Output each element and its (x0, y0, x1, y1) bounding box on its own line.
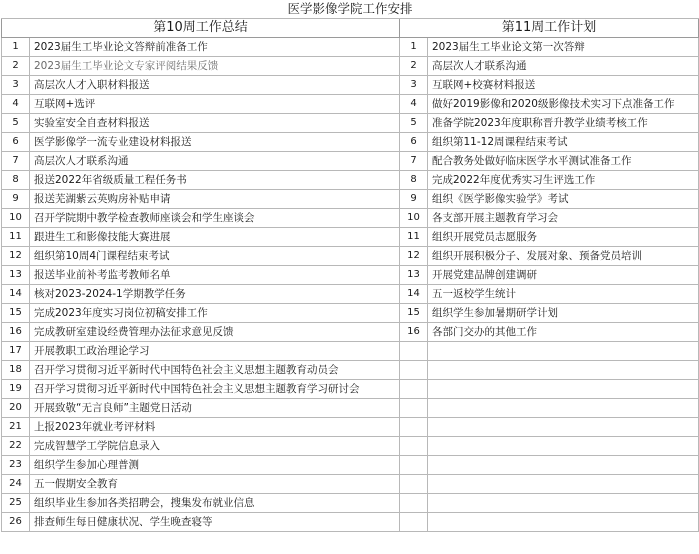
week10-item-text[interactable]: 组织第10周4门课程结束考试 (30, 247, 400, 266)
week11-item-number[interactable]: 14 (400, 285, 428, 304)
schedule-table (1, 0, 699, 532)
week10-item-number[interactable]: 18 (2, 361, 30, 380)
week10-item-text[interactable]: 完成教研室建设经费管理办法征求意见反馈 (30, 323, 400, 342)
week11-item-number[interactable]: 7 (400, 152, 428, 171)
table-row (2, 152, 699, 171)
week11-item-number[interactable]: 10 (400, 209, 428, 228)
week11-item-number[interactable]: 9 (400, 190, 428, 209)
table-row (2, 95, 699, 114)
week11-item-number[interactable] (400, 380, 428, 399)
week11-item-text[interactable]: 组织第11-12周课程结束考试 (428, 133, 699, 152)
week11-item-text[interactable] (428, 494, 699, 513)
header-row (2, 19, 699, 38)
week11-item-text[interactable] (428, 456, 699, 475)
table-row (2, 38, 699, 57)
week10-item-text[interactable]: 上报2023年就业考评材料 (30, 418, 400, 437)
table-row (2, 342, 699, 361)
table-row (2, 513, 699, 532)
week11-item-text[interactable] (428, 418, 699, 437)
week10-item-text[interactable]: 完成智慧学工学院信息录入 (30, 437, 400, 456)
week10-item-text[interactable]: 2023届生工毕业论文专家评阅结果反馈 (30, 57, 400, 76)
week10-item-number[interactable]: 7 (2, 152, 30, 171)
week10-item-number[interactable]: 24 (2, 475, 30, 494)
week11-header[interactable]: 第11周工作计划 (400, 19, 699, 38)
week11-item-text[interactable] (428, 342, 699, 361)
week11-item-text[interactable]: 完成2022年度优秀实习生评选工作 (428, 171, 699, 190)
week10-item-number[interactable]: 12 (2, 247, 30, 266)
week10-item-text[interactable]: 开展致敬“无言良师”主题党日活动 (30, 399, 400, 418)
week11-item-text[interactable] (428, 437, 699, 456)
week10-item-number[interactable]: 19 (2, 380, 30, 399)
week11-item-text[interactable]: 高层次人才联系沟通 (428, 57, 699, 76)
week11-item-text[interactable]: 配合教务处做好临床医学水平测试准备工作 (428, 152, 699, 171)
week10-item-number[interactable]: 5 (2, 114, 30, 133)
week11-item-text[interactable]: 各部门交办的其他工作 (428, 323, 699, 342)
week10-item-text[interactable]: 实验室安全自查材料报送 (30, 114, 400, 133)
week10-item-number[interactable]: 22 (2, 437, 30, 456)
week11-item-text[interactable]: 组织开展积极分子、发展对象、预备党员培训 (428, 247, 699, 266)
week11-item-text[interactable]: 2023届生工毕业论文第一次答辩 (428, 38, 699, 57)
week11-item-text[interactable] (428, 513, 699, 532)
table-row (2, 266, 699, 285)
week11-item-text[interactable]: 组织《医学影像实验学》考试 (428, 190, 699, 209)
week10-item-number[interactable]: 25 (2, 494, 30, 513)
week10-item-number[interactable]: 20 (2, 399, 30, 418)
week11-item-number[interactable]: 16 (400, 323, 428, 342)
week10-item-text[interactable]: 组织毕业生参加各类招聘会，搜集发布就业信息 (30, 494, 400, 513)
week11-item-text[interactable] (428, 380, 699, 399)
week10-item-number[interactable]: 26 (2, 513, 30, 532)
week10-item-number[interactable]: 15 (2, 304, 30, 323)
week11-item-number[interactable] (400, 456, 428, 475)
week10-item-text[interactable]: 报送芜湖紫云英购房补贴申请 (30, 190, 400, 209)
week11-item-text[interactable]: 组织开展党员志愿服务 (428, 228, 699, 247)
week10-item-text[interactable]: 报送毕业前补考监考教师名单 (30, 266, 400, 285)
week10-item-text[interactable]: 2023届生工毕业论文答辩前准备工作 (30, 38, 400, 57)
sheet-title: 医学影像学院工作安排 (2, 0, 699, 19)
week10-item-text[interactable]: 召开学习贯彻习近平新时代中国特色社会主义思想主题教育动员会 (30, 361, 400, 380)
table-row (2, 323, 699, 342)
week10-item-text[interactable]: 跟进生工和影像技能大赛进展 (30, 228, 400, 247)
week11-item-number[interactable]: 6 (400, 133, 428, 152)
week10-item-number[interactable]: 13 (2, 266, 30, 285)
week11-item-number[interactable] (400, 399, 428, 418)
week11-item-number[interactable]: 5 (400, 114, 428, 133)
week10-item-number[interactable]: 9 (2, 190, 30, 209)
week11-item-number[interactable]: 4 (400, 95, 428, 114)
week10-item-text[interactable]: 高层次人才入职材料报送 (30, 76, 400, 95)
table-row (2, 133, 699, 152)
week10-item-text[interactable]: 医学影像学一流专业建设材料报送 (30, 133, 400, 152)
week10-item-text[interactable]: 召开学习贯彻习近平新时代中国特色社会主义思想主题教育学习研讨会 (30, 380, 400, 399)
table-row (2, 228, 699, 247)
table-row (2, 418, 699, 437)
table-row (2, 304, 699, 323)
week11-item-number[interactable] (400, 342, 428, 361)
week11-item-text[interactable]: 组织学生参加暑期研学计划 (428, 304, 699, 323)
week11-item-number[interactable] (400, 494, 428, 513)
week11-item-number[interactable]: 1 (400, 38, 428, 57)
table-row (2, 456, 699, 475)
table-row (2, 285, 699, 304)
week11-item-text[interactable]: 开展党建品牌创建调研 (428, 266, 699, 285)
week10-item-number[interactable]: 3 (2, 76, 30, 95)
table-row (2, 76, 699, 95)
table-row (2, 475, 699, 494)
week10-item-number[interactable]: 4 (2, 95, 30, 114)
week11-item-number[interactable]: 11 (400, 228, 428, 247)
week10-item-number[interactable]: 23 (2, 456, 30, 475)
week10-item-text[interactable]: 互联网+选评 (30, 95, 400, 114)
week10-item-number[interactable]: 2 (2, 57, 30, 76)
table-row (2, 114, 699, 133)
week11-item-number[interactable]: 2 (400, 57, 428, 76)
week10-item-number[interactable]: 6 (2, 133, 30, 152)
week10-item-text[interactable]: 报送2022年省级质量工程任务书 (30, 171, 400, 190)
table-row (2, 494, 699, 513)
week11-item-number[interactable]: 3 (400, 76, 428, 95)
title-row (2, 0, 699, 19)
week11-item-number[interactable] (400, 437, 428, 456)
week10-item-number[interactable]: 17 (2, 342, 30, 361)
week10-item-number[interactable]: 10 (2, 209, 30, 228)
week11-item-number[interactable]: 8 (400, 171, 428, 190)
week11-item-text[interactable] (428, 361, 699, 380)
table-row (2, 171, 699, 190)
week11-item-text[interactable] (428, 399, 699, 418)
week11-item-text[interactable]: 做好2019影像和2020级影像技术实习下点准备工作 (428, 95, 699, 114)
week11-item-text[interactable]: 准备学院2023年度职称晋升教学业绩考核工作 (428, 114, 699, 133)
table-row (2, 361, 699, 380)
table-row (2, 247, 699, 266)
week10-item-number[interactable]: 21 (2, 418, 30, 437)
week11-item-text[interactable] (428, 475, 699, 494)
week10-item-text[interactable]: 五一假期安全教育 (30, 475, 400, 494)
week10-item-text[interactable]: 高层次人才联系沟通 (30, 152, 400, 171)
table-row (2, 399, 699, 418)
week11-item-text[interactable]: 各支部开展主题教育学习会 (428, 209, 699, 228)
week11-item-number[interactable] (400, 513, 428, 532)
week11-item-text[interactable]: 五一返校学生统计 (428, 285, 699, 304)
week10-item-text[interactable]: 完成2023年度实习岗位初稿安排工作 (30, 304, 400, 323)
week10-item-number[interactable]: 14 (2, 285, 30, 304)
week11-item-number[interactable] (400, 475, 428, 494)
week10-item-text[interactable]: 核对2023-2024-1学期教学任务 (30, 285, 400, 304)
week11-item-number[interactable] (400, 418, 428, 437)
week10-item-text[interactable]: 开展教职工政治理论学习 (30, 342, 400, 361)
table-row (2, 190, 699, 209)
week10-item-number[interactable]: 16 (2, 323, 30, 342)
week11-item-number[interactable]: 13 (400, 266, 428, 285)
week11-item-number[interactable]: 12 (400, 247, 428, 266)
week10-item-number[interactable]: 8 (2, 171, 30, 190)
week11-item-number[interactable]: 15 (400, 304, 428, 323)
week10-item-number[interactable]: 11 (2, 228, 30, 247)
week11-item-number[interactable] (400, 361, 428, 380)
table-row (2, 380, 699, 399)
week10-item-text[interactable]: 组织学生参加心理普测 (30, 456, 400, 475)
week11-item-text[interactable]: 互联网+校赛材料报送 (428, 76, 699, 95)
week10-item-text[interactable]: 召开学院期中教学检查教师座谈会和学生座谈会 (30, 209, 400, 228)
table-row (2, 209, 699, 228)
week10-item-text[interactable]: 排查师生每日健康状况、学生晚查寝等 (30, 513, 400, 532)
table-row (2, 57, 699, 76)
week10-item-number[interactable]: 1 (2, 38, 30, 57)
week10-header[interactable]: 第10周工作总结 (2, 19, 400, 38)
table-row (2, 437, 699, 456)
